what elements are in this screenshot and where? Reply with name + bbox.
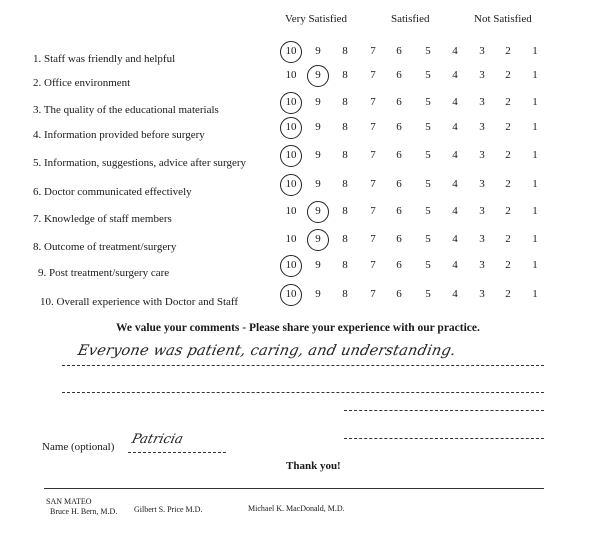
- rating-option[interactable]: 3: [479, 288, 485, 300]
- rating-option[interactable]: 10: [285, 178, 297, 190]
- name-label: Name (optional): [42, 441, 115, 453]
- selected-rating-circle: [280, 174, 302, 196]
- rating-option[interactable]: 6: [396, 205, 402, 217]
- rating-option[interactable]: 1: [532, 233, 538, 245]
- rating-option[interactable]: 5: [425, 69, 431, 81]
- rating-option[interactable]: 2: [505, 205, 511, 217]
- question-row: [0, 259, 612, 285]
- rating-option[interactable]: 1: [532, 149, 538, 161]
- footer-rule: [44, 488, 544, 489]
- rating-option[interactable]: 6: [396, 288, 402, 300]
- rating-option[interactable]: 4: [452, 121, 458, 133]
- rating-option[interactable]: 1: [532, 45, 538, 57]
- rating-option[interactable]: 10: [285, 288, 297, 300]
- question-label: 3. The quality of the educational materials: [33, 104, 219, 116]
- header-not-satisfied: Not Satisfied: [474, 13, 532, 25]
- rating-option[interactable]: 6: [396, 45, 402, 57]
- question-row: [0, 121, 612, 147]
- question-label: 4. Information provided before surgery: [33, 129, 205, 141]
- selected-rating-circle: [280, 145, 302, 167]
- rating-option[interactable]: 4: [452, 233, 458, 245]
- rating-option[interactable]: 10: [285, 45, 297, 57]
- name-line-right: [344, 438, 544, 439]
- rating-option[interactable]: 9: [315, 96, 321, 108]
- question-label: 1. Staff was friendly and helpful: [33, 53, 176, 65]
- rating-option[interactable]: 9: [315, 233, 321, 245]
- rating-option[interactable]: 5: [425, 121, 431, 133]
- rating-option[interactable]: 8: [342, 69, 348, 81]
- rating-option[interactable]: 6: [396, 69, 402, 81]
- question-label: 5. Information, suggestions, advice after surgery: [33, 157, 247, 169]
- rating-option[interactable]: 1: [532, 121, 538, 133]
- question-label: 10. Overall experience with Doctor and Staff: [40, 296, 239, 308]
- selected-rating-circle: [307, 229, 329, 251]
- rating-option[interactable]: 2: [505, 69, 511, 81]
- rating-option[interactable]: 9: [315, 69, 321, 81]
- rating-option[interactable]: 9: [315, 178, 321, 190]
- thank-you: Thank you!: [286, 460, 341, 472]
- rating-option[interactable]: 10: [285, 259, 297, 271]
- question-row: [0, 96, 612, 122]
- name-line-left: [128, 452, 226, 453]
- rating-option[interactable]: 2: [505, 288, 511, 300]
- question-row: [0, 205, 612, 231]
- rating-option[interactable]: 2: [505, 96, 511, 108]
- rating-option[interactable]: 5: [425, 259, 431, 271]
- rating-option[interactable]: 7: [370, 96, 376, 108]
- comments-title: We value your comments - Please share your experience with our practice.: [116, 322, 480, 334]
- rating-option[interactable]: 10: [285, 121, 297, 133]
- rating-option[interactable]: 1: [532, 96, 538, 108]
- question-label: 9. Post treatment/surgery care: [38, 267, 170, 279]
- rating-option[interactable]: 2: [505, 121, 511, 133]
- question-row: [0, 178, 612, 204]
- comment-handwriting: Everyone was patient, caring, and understanding.: [76, 343, 458, 359]
- selected-rating-circle: [280, 92, 302, 114]
- footer-doctor-2: Gilbert S. Price M.D.: [134, 505, 203, 514]
- selected-rating-circle: [307, 65, 329, 87]
- question-row: [0, 149, 612, 175]
- rating-option[interactable]: 4: [452, 96, 458, 108]
- rating-option[interactable]: 7: [370, 205, 376, 217]
- rating-option[interactable]: 8: [342, 178, 348, 190]
- rating-option[interactable]: 5: [425, 288, 431, 300]
- question-label: 2. Office environment: [33, 77, 131, 89]
- rating-option[interactable]: 2: [505, 45, 511, 57]
- rating-option[interactable]: 7: [370, 178, 376, 190]
- rating-option[interactable]: 4: [452, 149, 458, 161]
- rating-option[interactable]: 1: [532, 259, 538, 271]
- rating-option[interactable]: 4: [452, 178, 458, 190]
- rating-option[interactable]: 7: [370, 45, 376, 57]
- rating-option[interactable]: 9: [315, 288, 321, 300]
- footer-doctor-1: Bruce H. Bern, M.D.: [50, 507, 118, 516]
- rating-option[interactable]: 3: [479, 45, 485, 57]
- rating-option[interactable]: 4: [452, 259, 458, 271]
- rating-option[interactable]: 2: [505, 178, 511, 190]
- rating-option[interactable]: 5: [425, 149, 431, 161]
- rating-option[interactable]: 4: [452, 69, 458, 81]
- comment-line-1: [62, 365, 544, 366]
- question-label: 6. Doctor communicated effectively: [33, 186, 192, 198]
- question-row: [0, 288, 612, 314]
- rating-option[interactable]: 6: [396, 121, 402, 133]
- rating-option[interactable]: 3: [479, 96, 485, 108]
- question-label: 7. Knowledge of staff members: [33, 213, 172, 225]
- comment-line-2: [62, 392, 544, 393]
- rating-option[interactable]: 7: [370, 259, 376, 271]
- question-row: [0, 233, 612, 259]
- rating-option[interactable]: 8: [342, 288, 348, 300]
- rating-option[interactable]: 10: [285, 233, 297, 245]
- rating-option[interactable]: 9: [315, 205, 321, 217]
- rating-option[interactable]: 7: [370, 69, 376, 81]
- rating-option[interactable]: 7: [370, 288, 376, 300]
- selected-rating-circle: [307, 201, 329, 223]
- rating-option[interactable]: 8: [342, 233, 348, 245]
- rating-option[interactable]: 3: [479, 69, 485, 81]
- rating-option[interactable]: 10: [285, 69, 297, 81]
- rating-option[interactable]: 9: [315, 259, 321, 271]
- rating-option[interactable]: 6: [396, 233, 402, 245]
- rating-option[interactable]: 1: [532, 69, 538, 81]
- rating-option[interactable]: 10: [285, 205, 297, 217]
- rating-option[interactable]: 3: [479, 233, 485, 245]
- rating-option[interactable]: 1: [532, 205, 538, 217]
- rating-option[interactable]: 3: [479, 121, 485, 133]
- rating-option[interactable]: 7: [370, 233, 376, 245]
- rating-option[interactable]: 6: [396, 178, 402, 190]
- rating-option[interactable]: 5: [425, 96, 431, 108]
- question-label: 8. Outcome of treatment/surgery: [33, 241, 177, 253]
- footer-doctor-3: Michael K. MacDonald, M.D.: [248, 504, 345, 513]
- rating-option[interactable]: 8: [342, 259, 348, 271]
- rating-option[interactable]: 7: [370, 121, 376, 133]
- rating-option[interactable]: 4: [452, 45, 458, 57]
- rating-option[interactable]: 2: [505, 149, 511, 161]
- rating-option[interactable]: 8: [342, 96, 348, 108]
- rating-option[interactable]: 5: [425, 233, 431, 245]
- rating-option[interactable]: 7: [370, 149, 376, 161]
- rating-option[interactable]: 10: [285, 96, 297, 108]
- rating-option[interactable]: 3: [479, 149, 485, 161]
- rating-option[interactable]: 3: [479, 205, 485, 217]
- selected-rating-circle: [280, 117, 302, 139]
- rating-option[interactable]: 3: [479, 259, 485, 271]
- rating-option[interactable]: 2: [505, 233, 511, 245]
- rating-option[interactable]: 8: [342, 45, 348, 57]
- selected-rating-circle: [280, 284, 302, 306]
- question-row: [0, 45, 612, 71]
- rating-option[interactable]: 9: [315, 45, 321, 57]
- question-row: [0, 69, 612, 95]
- rating-option[interactable]: 9: [315, 121, 321, 133]
- selected-rating-circle: [280, 41, 302, 63]
- rating-option[interactable]: 6: [396, 259, 402, 271]
- rating-option[interactable]: 8: [342, 121, 348, 133]
- rating-option[interactable]: 10: [285, 149, 297, 161]
- rating-option[interactable]: 5: [425, 45, 431, 57]
- rating-option[interactable]: 5: [425, 205, 431, 217]
- rating-option[interactable]: 6: [396, 149, 402, 161]
- comment-line-3: [344, 410, 544, 411]
- rating-option[interactable]: 8: [342, 205, 348, 217]
- rating-option[interactable]: 5: [425, 178, 431, 190]
- rating-option[interactable]: 3: [479, 178, 485, 190]
- rating-option[interactable]: 1: [532, 178, 538, 190]
- header-satisfied: Satisfied: [391, 13, 430, 25]
- rating-option[interactable]: 4: [452, 205, 458, 217]
- rating-option[interactable]: 9: [315, 149, 321, 161]
- rating-option[interactable]: 8: [342, 149, 348, 161]
- header-very-satisfied: Very Satisfied: [285, 13, 348, 25]
- name-signature: Patricia: [130, 432, 185, 447]
- rating-option[interactable]: 4: [452, 288, 458, 300]
- footer-location: SAN MATEO: [46, 497, 92, 506]
- rating-option[interactable]: 1: [532, 288, 538, 300]
- rating-option[interactable]: 2: [505, 259, 511, 271]
- rating-option[interactable]: 6: [396, 96, 402, 108]
- selected-rating-circle: [280, 255, 302, 277]
